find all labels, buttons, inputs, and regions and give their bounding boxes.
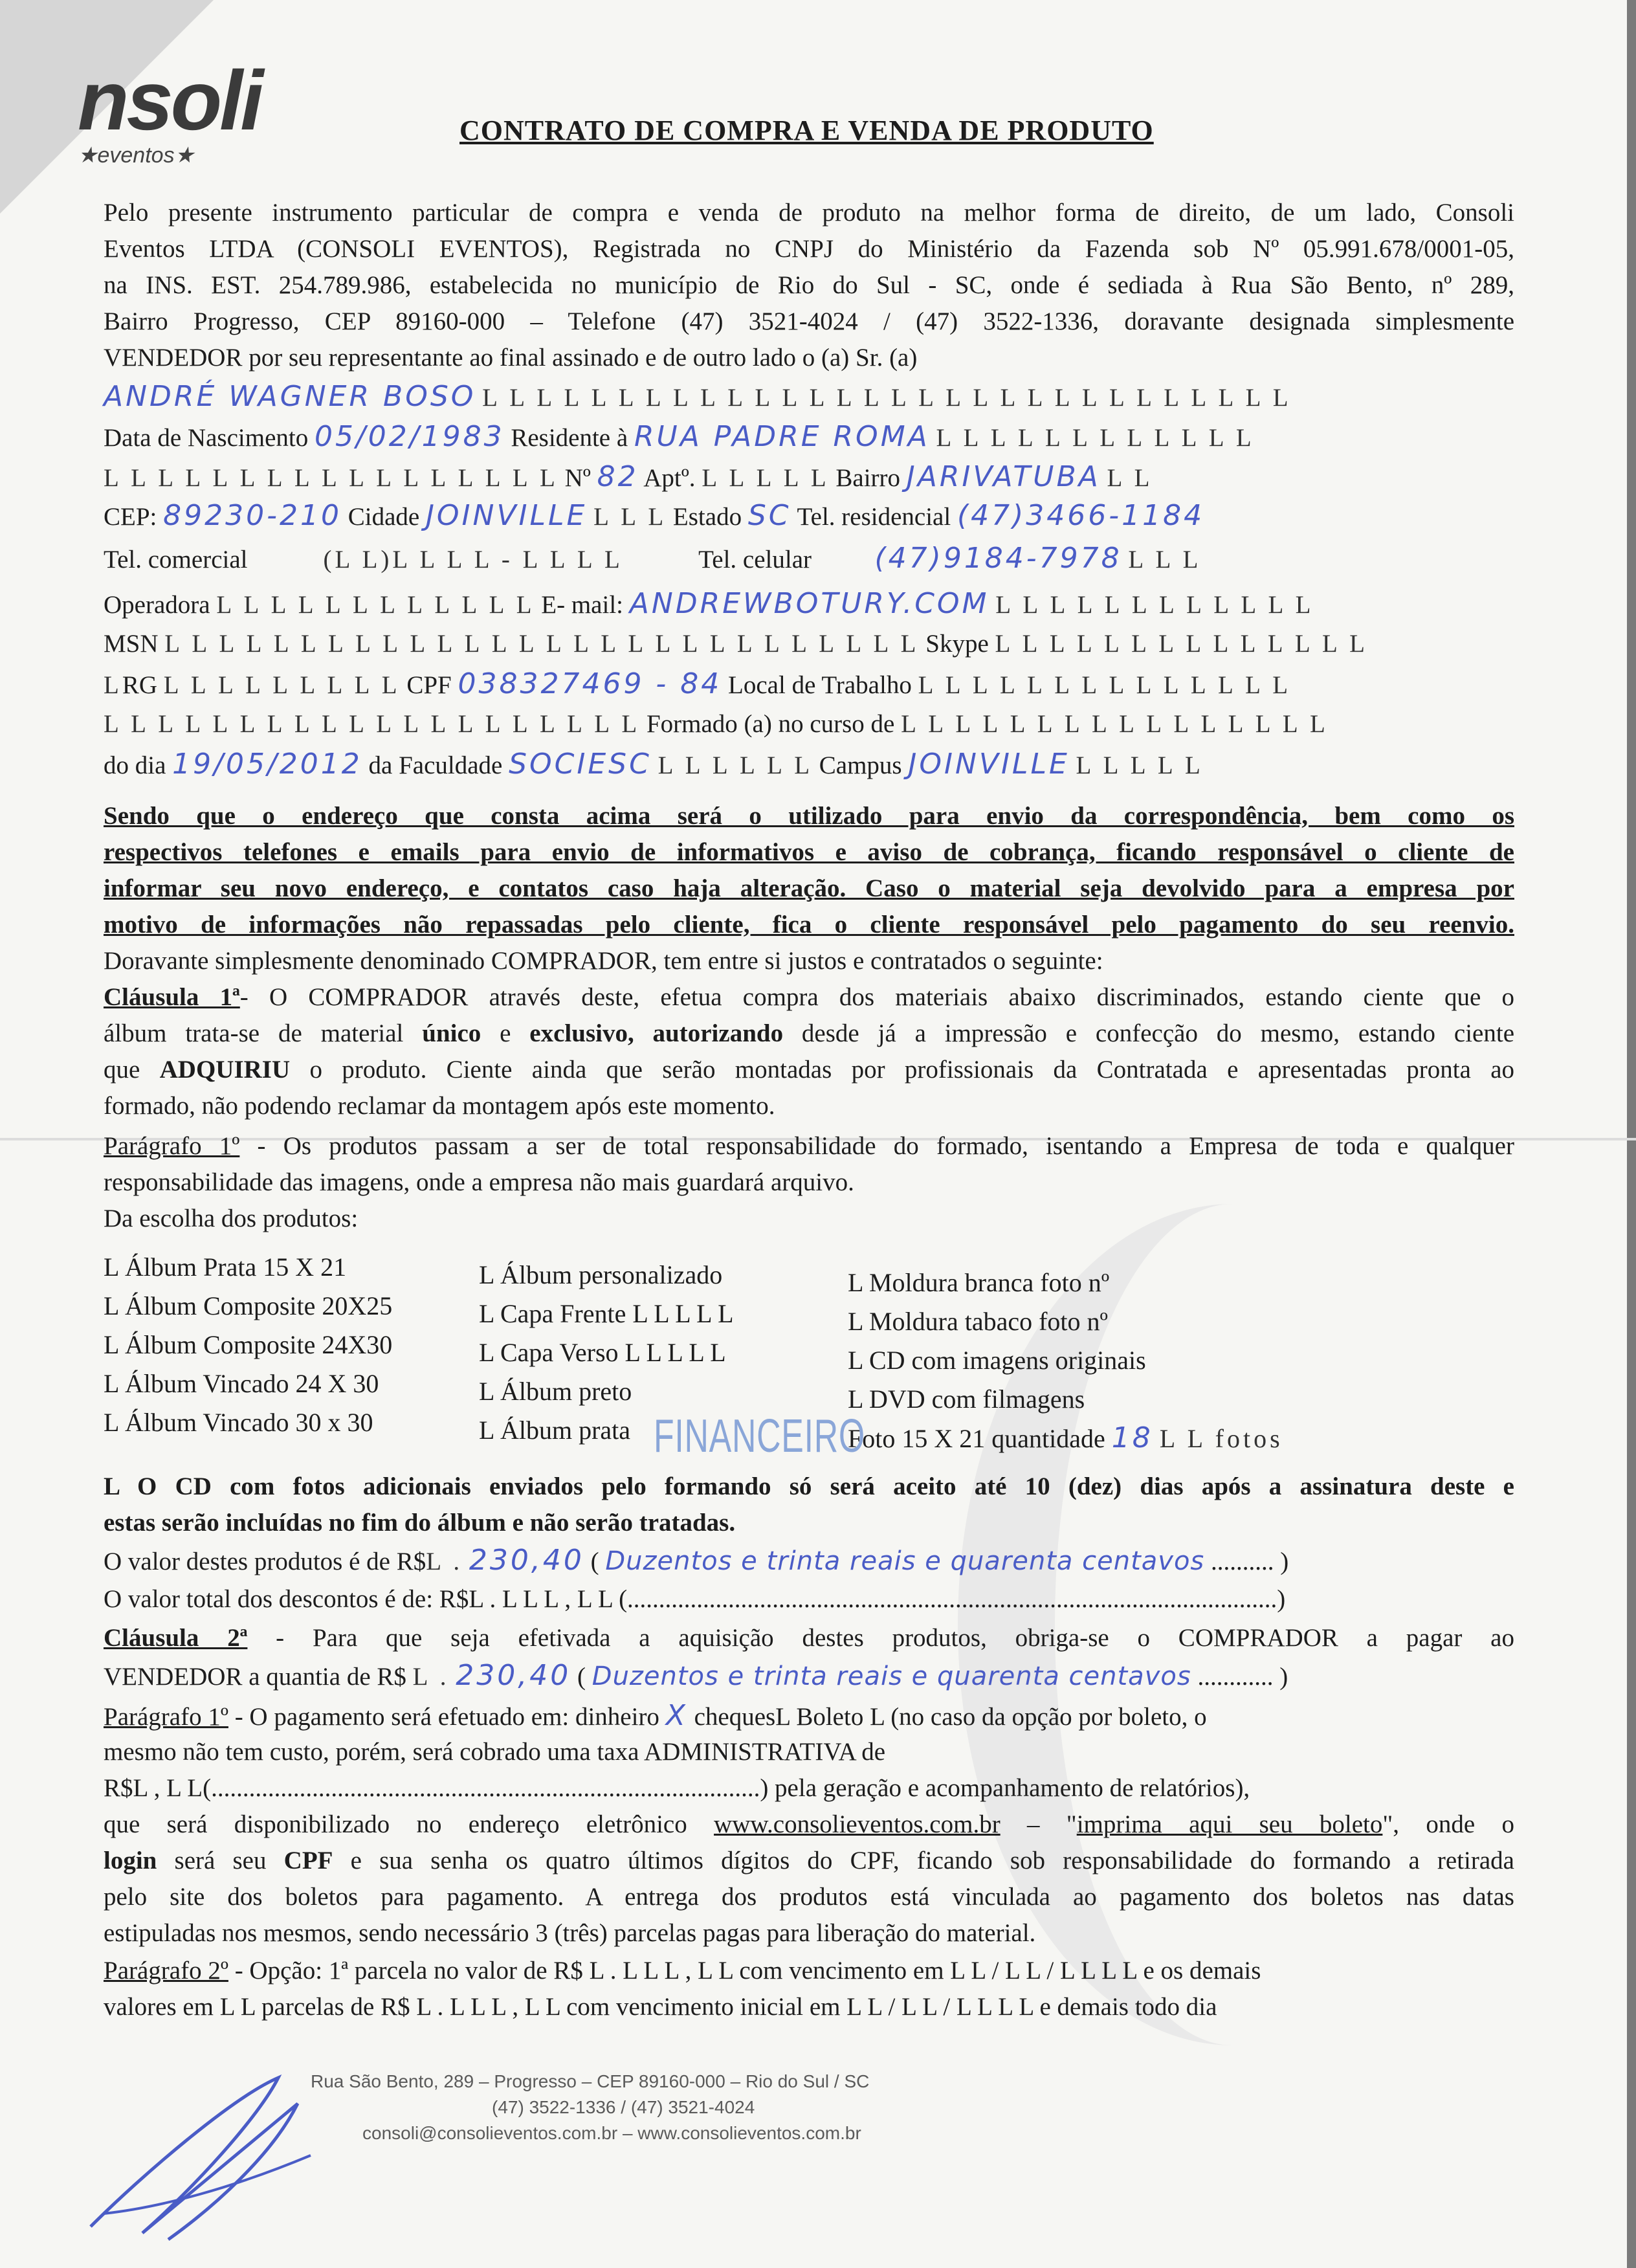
clausula2-line-1: Cláusula 2ª - Para que seja efetivada a aquisição destes produtos, obriga-se o COMPRADOR a pagar ao <box>104 1624 1514 1652</box>
product-checkbox[interactable]: L Álbum Vincado 24 X 30 <box>104 1369 379 1398</box>
products-column-3 <box>848 1263 1283 1458</box>
operadora-row: Operadora L L L L L L L L L L L L E- mail: ANDREWBOTURY.COM L L L L L L L L L L L L <box>104 587 1314 620</box>
boleto-link[interactable]: imprima aqui seu boleto <box>1076 1810 1383 1838</box>
footer-address: Rua São Bento, 289 – Progresso – CEP 89160-000 – Rio do Sul / SC <box>311 2071 870 2091</box>
cidade-field[interactable]: JOINVILLE <box>425 499 588 532</box>
clausula1-line-3: que ADQUIRIU o produto. Ciente ainda que serão montadas por profissionais da Contratada e apresentadas pronta ao <box>104 1056 1514 1084</box>
signature <box>65 2058 337 2252</box>
birth-field[interactable]: 05/02/1983 <box>314 420 505 453</box>
clausula1-label: Cláusula 1ª <box>104 983 240 1011</box>
doravante-line: Doravante simplesmente denominado COMPRADOR, tem entre si justos e contratados o seguinte: <box>104 947 1103 975</box>
paragrafo1-line-1: Parágrafo 1º - Os produtos passam a ser de total responsabilidade do formado, isentando a Empresa de toda e qualquer <box>104 1132 1514 1160</box>
cd-notice-line-2: estas serão incluídas no fim do álbum e não serão tratadas. <box>104 1509 736 1537</box>
cd-notice-line-1: L O CD com fotos adicionais enviados pelo formando só será aceito até 10 (dez) dias após a assinatura deste e <box>104 1473 1514 1500</box>
pagamento-line-4: que será disponibilizado no endereço eletrônico www.consolieventos.com.br – "imprima aqui seu boleto", onde o <box>104 1810 1514 1838</box>
foto-quantity-field[interactable]: 18 <box>1111 1421 1153 1454</box>
contract-title: CONTRATO DE COMPRA E VENDA DE PRODUTO <box>459 115 1154 146</box>
pagamento-line-1: Parágrafo 1º - O pagamento será efetuado em: dinheiro X chequesL Boleto L (no caso da opção por boleto, o <box>104 1699 1207 1732</box>
rg-row: LRG L L L L L L L L L CPF 038327469 - 84 Local de Trabalho L L L L L L L L L L L L L L <box>104 667 1292 700</box>
estado-label: Estado <box>672 503 742 531</box>
paragrafo1-label: Parágrafo 1º <box>104 1132 240 1160</box>
tel-com-field[interactable]: (L L)L L L L - L L L L <box>323 546 623 573</box>
quantia-words-field[interactable]: Duzentos e trinta reais e quarenta centavos <box>591 1662 1191 1691</box>
clausula1-line-1: Cláusula 1ª- O COMPRADOR através deste, efetua compra dos materiais abaixo discriminados, estando ciente que o <box>104 983 1514 1011</box>
rg-label: RG <box>122 671 158 699</box>
notice-line-4: motivo de informações não repassadas pelo cliente, fica o cliente responsável pelo pagamento do seu reenvio. <box>104 911 1514 939</box>
product-checkbox[interactable]: L Álbum Vincado 30 x 30 <box>104 1408 373 1437</box>
cep-field[interactable]: 89230-210 <box>163 499 342 532</box>
product-checkbox[interactable]: L Álbum personalizado <box>479 1260 723 1289</box>
email-label: E- mail: <box>541 591 623 619</box>
birth-row: Data de Nascimento 05/02/1983 Residente à RUA PADRE ROMA L L L L L L L L L L L L <box>104 420 1255 453</box>
opcao-line-2: valores em L L parcelas de R$ L . L L L , L L com vencimento inicial em L L / L L / L L L L e demais todo dia <box>104 1993 1217 2021</box>
cep-label: CEP: <box>104 503 157 531</box>
intro-line-3: na INS. EST. 254.789.986, estabelecida no município de Rio do Sul - SC, onde é sediada à Rua São Bento, nº 289, <box>104 271 1514 299</box>
product-checkbox[interactable]: L Capa Verso L L L L L <box>479 1338 726 1367</box>
email-field[interactable]: ANDREWBOTURY.COM <box>629 587 989 620</box>
notice-line-2: respectivos telefones e emails para envio de informativos e aviso de cobrança, ficando responsável o cliente de <box>104 838 1514 866</box>
product-checkbox[interactable]: L Álbum Composite 20X25 <box>104 1291 393 1320</box>
intro-line-1: Pelo presente instrumento particular de compra e venda de produto na melhor forma de direito, de um lado, Consoli <box>104 199 1514 227</box>
residence-label: Residente à <box>511 424 628 452</box>
product-checkbox[interactable]: L Álbum Composite 24X30 <box>104 1330 393 1359</box>
tel-com-label: Tel. comercial <box>104 546 248 573</box>
clausula1-line-2: álbum trata-se de material único e exclusivo, autorizando desde já a impressão e confecção do mesmo, estando ciente <box>104 1019 1515 1047</box>
dinheiro-checkbox[interactable]: X <box>665 1699 688 1732</box>
faculdade-field[interactable]: SOCIESC <box>509 748 652 781</box>
pagamento-line-3: R$L , L L(.......................................................................................) pela geração e acompanhamento de relatórios), <box>104 1774 1250 1802</box>
tel-res-field[interactable]: (47)3466-1184 <box>956 499 1205 532</box>
name-boxes: L L L L L L L L L L L L L L L L L L L L L L L L L L L L L L <box>482 384 1292 412</box>
consoli-logo <box>78 53 272 168</box>
skype-label: Skype <box>925 630 989 658</box>
cpf-field[interactable]: 038327469 - 84 <box>458 667 722 700</box>
number-row: L L L L L L L L L L L L L L L L L Nº 82 Aptº. L L L L L Bairro JARIVATUBA L L <box>104 460 1153 493</box>
cidade-label: Cidade <box>348 503 420 531</box>
msn-row: MSN L L L L L L L L L L L L L L L L L L L L L L L L L L L L Skype L L L L L L L L L L L L L L <box>104 630 1368 658</box>
tel-res-label: Tel. residencial <box>797 503 951 531</box>
footer-phones: (47) 3522-1336 / (47) 3521-4024 <box>492 2097 755 2117</box>
formado-label: Formado (a) no curso de <box>646 710 895 738</box>
product-checkbox[interactable]: L Álbum preto <box>479 1377 632 1406</box>
product-checkbox[interactable]: L Álbum Prata 15 X 21 <box>104 1252 347 1282</box>
number-field[interactable]: 82 <box>597 460 639 493</box>
intro-line-4: Bairro Progresso, CEP 89160-000 – Telefone (47) 3521-4024 / (47) 3522-1336, doravante designada simplesmente <box>104 307 1514 335</box>
apt-label: Aptº. <box>643 464 696 492</box>
campus-label: Campus <box>819 751 902 779</box>
valor-words-field[interactable]: Duzentos e trinta reais e quarenta centavos <box>605 1546 1205 1576</box>
logo-mark: nsoli <box>78 53 261 148</box>
formado-row: L L L L L L L L L L L L L L L L L L L L Formado (a) no curso de L L L L L L L L L L L L L L L L <box>104 710 1329 738</box>
faculdade-label: da Faculdade <box>368 751 503 779</box>
cep-row: CEP: 89230-210 Cidade JOINVILLE L L L Estado SC Tel. residencial (47)3466-1184 <box>104 499 1205 532</box>
pagamento-line-7: estipuladas nos mesmos, sendo necessário 3 (três) parcelas pagas para liberação do material. <box>104 1919 1036 1947</box>
valor-line-2: O valor total dos descontos é de: R$L . L L L , L L (.......................................................................................................) <box>104 1585 1286 1613</box>
pagamento-paragrafo-label: Parágrafo 1º <box>104 1703 228 1731</box>
logo-subtitle: ★eventos★ <box>78 143 195 168</box>
name-row <box>104 381 1514 414</box>
opcao-paragrafo-label: Parágrafo 2º <box>104 1957 228 1984</box>
valor-line-1: O valor destes produtos é de R$L . 230,40 ( Duzentos e trinta reais e quarenta centavos .......... ) <box>104 1544 1289 1577</box>
intro-line-5: VENDEDOR por seu representante ao final assinado e de outro lado o (a) Sr. (a) <box>104 344 918 372</box>
msn-label: MSN <box>104 630 159 658</box>
product-checkbox[interactable]: L Capa Frente L L L L L <box>479 1299 734 1328</box>
campus-field[interactable]: JOINVILLE <box>908 748 1070 781</box>
paragrafo1-line-2: responsabilidade das imagens, onde a empresa não mais guardará arquivo. <box>104 1168 854 1196</box>
escolha-line: Da escolha dos produtos: <box>104 1205 359 1232</box>
foto-quantity-row: Foto 15 X 21 quantidade 18 L L fotos <box>848 1421 1283 1454</box>
pagamento-line-5: login será seu CPF e sua senha os quatro últimos dígitos do CPF, ficando sob responsabilidade do formando a retirada <box>104 1847 1514 1874</box>
product-checkbox[interactable]: L Moldura branca foto nº <box>848 1268 1110 1297</box>
clausula1-line-4: formado, não podendo reclamar da montagem após este momento. <box>104 1092 775 1120</box>
bairro-field[interactable]: JARIVATUBA <box>906 460 1101 493</box>
notice-line-3: informar seu novo endereço, e contatos caso haja alteração. Caso o material seja devolvido para a empresa por <box>104 874 1514 902</box>
dia-row: do dia 19/05/2012 da Faculdade SOCIESC L L L L L L Campus JOINVILLE L L L L L <box>104 748 1204 781</box>
clausula2-line-2: VENDEDOR a quantia de R$ L . 230,40 ( Duzentos e trinta reais e quarenta centavos ............ ) <box>104 1659 1288 1692</box>
quantia-field[interactable]: 230,40 <box>456 1659 571 1692</box>
financeiro-stamp: FINANCEIRO <box>654 1410 865 1462</box>
intro-line-2: Eventos LTDA (CONSOLI EVENTOS), Registrada no CNPJ do Ministério da Fazenda sob Nº 05.991.678/0001-05, <box>104 235 1514 263</box>
number-label: Nº <box>564 464 591 492</box>
opcao-line-1: Parágrafo 2º - Opção: 1ª parcela no valor de R$ L . L L L , L L com vencimento em L L / L L / L L L L e os demais <box>104 1957 1261 1984</box>
estado-field[interactable]: SC <box>747 499 791 532</box>
birth-label: Data de Nascimento <box>104 424 309 452</box>
products-column-1 <box>104 1248 392 1442</box>
local-label: Local de Trabalho <box>728 671 912 699</box>
operadora-label: Operadora <box>104 591 210 619</box>
notice-line-1: Sendo que o endereço que consta acima será o utilizado para envio da correspondência, bem como os <box>104 802 1514 830</box>
dia-field[interactable]: 19/05/2012 <box>172 748 362 781</box>
product-checkbox[interactable]: L DVD com filmagens <box>848 1384 1085 1414</box>
tel-cel-field[interactable]: (47)9184-7978 <box>874 542 1122 575</box>
valor-field[interactable]: 230,40 <box>469 1544 584 1577</box>
tel-row: Tel. comercial (L L)L L L L - L L L L Tel. celular (47)9184-7978 L L L <box>104 542 1202 575</box>
pagamento-line-6: pelo site dos boletos para pagamento. A entrega dos produtos está vinculada ao pagamento dos boletos nas datas <box>104 1883 1514 1911</box>
name-field[interactable]: ANDRÉ WAGNER BOSO <box>104 380 476 413</box>
cpf-label: CPF <box>406 671 452 699</box>
bairro-label: Bairro <box>835 464 901 492</box>
site-link[interactable]: www.consolieventos.com.br <box>714 1810 1000 1838</box>
scan-edge <box>1627 0 1636 2268</box>
product-checkbox[interactable]: L Álbum prata <box>479 1416 631 1445</box>
clausula2-label: Cláusula 2ª <box>104 1624 248 1652</box>
product-checkbox[interactable]: L CD com imagens originais <box>848 1346 1146 1375</box>
product-checkbox[interactable]: L Moldura tabaco foto nº <box>848 1307 1108 1336</box>
footer-contacts: consoli@consolieventos.com.br – www.consolieventos.com.br <box>362 2123 861 2143</box>
pagamento-line-2: mesmo não tem custo, porém, será cobrado uma taxa ADMINISTRATIVA de <box>104 1738 886 1766</box>
dia-label: do dia <box>104 751 166 779</box>
residence-field[interactable]: RUA PADRE ROMA <box>634 420 930 453</box>
tel-cel-label: Tel. celular <box>698 546 812 573</box>
